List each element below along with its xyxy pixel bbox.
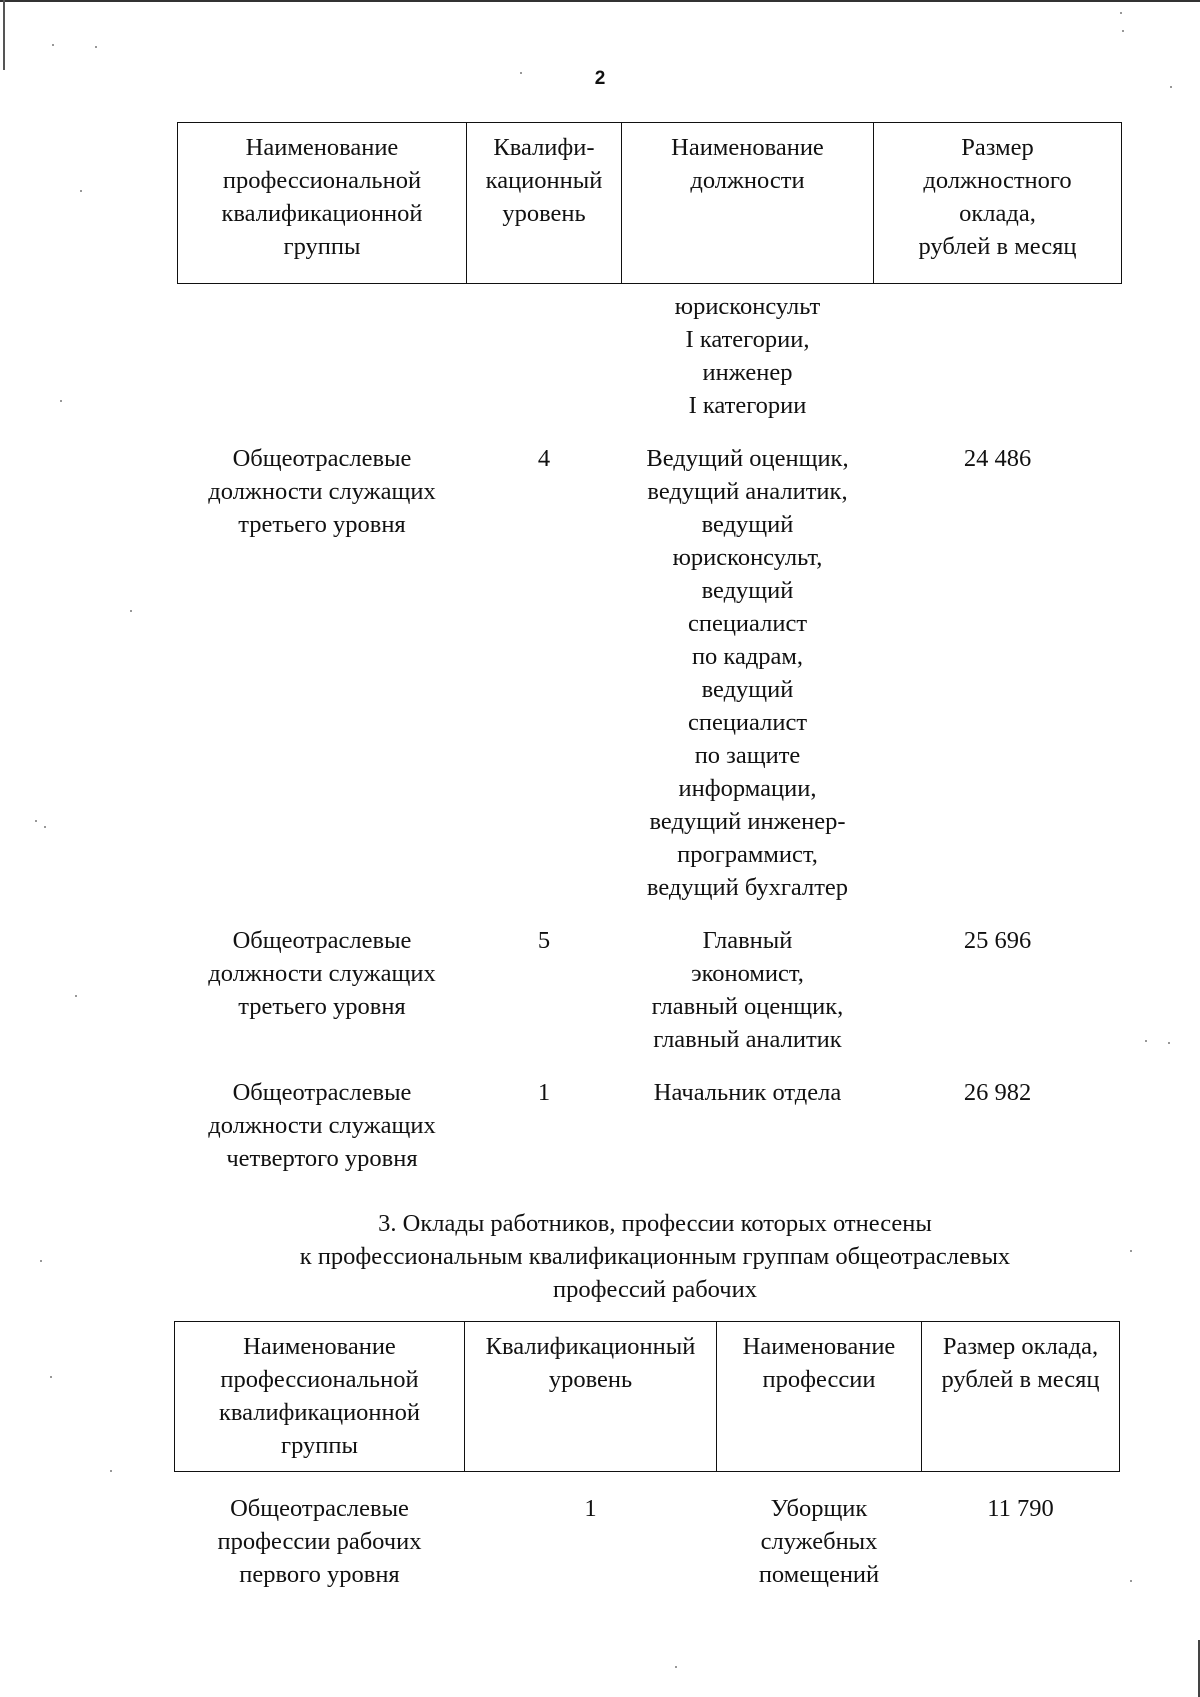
section-3-title: 3. Оклады работников, профессии которых отнесены к профессиональным квалификационным группам общеотраслевых профессий рабочих bbox=[299, 1210, 1011, 1303]
scan-speck bbox=[95, 46, 97, 48]
page-number: 2 bbox=[594, 68, 606, 89]
scan-speck bbox=[110, 1470, 112, 1472]
table-row bbox=[178, 1056, 1122, 1175]
scan-speck bbox=[1130, 1250, 1132, 1252]
scan-speck bbox=[80, 190, 82, 192]
scan-speck bbox=[1168, 1042, 1170, 1044]
scan-speck bbox=[1122, 30, 1124, 32]
table1-header-position: Наименование должности bbox=[622, 123, 874, 284]
salary-cell: 11 790 bbox=[987, 1495, 1054, 1522]
table-row-continuation bbox=[178, 284, 1122, 423]
group-cell: Общеотраслевые должности служащих третьего уровня bbox=[208, 445, 436, 538]
scan-speck bbox=[52, 44, 54, 46]
level-cell: 4 bbox=[537, 445, 551, 472]
scan-speck bbox=[675, 1666, 677, 1668]
salary-table-professions bbox=[174, 1321, 1120, 1591]
scan-speck bbox=[1130, 1580, 1132, 1582]
group-cell: Общеотраслевые профессии рабочих первого уровня bbox=[217, 1495, 422, 1588]
salary-cell: 26 982 bbox=[963, 1079, 1032, 1106]
continuation-position-cell: юрисконсульт I категории, инженер I категории bbox=[674, 293, 821, 419]
scan-speck bbox=[50, 1376, 52, 1378]
scan-border-top bbox=[0, 0, 1200, 2]
level-cell: 5 bbox=[537, 927, 551, 954]
table1-header-group: Наименование профессиональной квалификационной группы bbox=[178, 123, 467, 284]
position-cell: Ведущий оценщик, ведущий аналитик, ведущий юрисконсульт, ведущий специалист по кадрам, ведущий специалист по защите информации, ведущий инженер- программист, ведущий бухгалтер bbox=[646, 445, 849, 901]
position-cell: Главный экономист, главный оценщик, главный аналитик bbox=[651, 927, 844, 1053]
scan-speck bbox=[520, 72, 522, 74]
scan-speck bbox=[1145, 1040, 1147, 1042]
table2-header-group: Наименование профессиональной квалификационной группы bbox=[175, 1322, 465, 1472]
scan-speck bbox=[35, 820, 37, 822]
table1-header-level: Квалифи- кационный уровень bbox=[467, 123, 622, 284]
scan-speck bbox=[1120, 12, 1122, 14]
scan-speck bbox=[130, 610, 132, 612]
level-cell: 1 bbox=[537, 1079, 551, 1106]
salary-cell: 25 696 bbox=[963, 927, 1032, 954]
salary-cell: 24 486 bbox=[963, 445, 1032, 472]
scan-speck bbox=[75, 995, 77, 997]
scan-speck bbox=[40, 1260, 42, 1262]
table2-header-row bbox=[175, 1322, 1120, 1472]
scan-speck bbox=[60, 400, 62, 402]
scan-speck bbox=[1170, 86, 1172, 88]
scan-speck bbox=[44, 826, 46, 828]
group-cell: Общеотраслевые должности служащих третьего уровня bbox=[208, 927, 436, 1020]
table-row bbox=[178, 422, 1122, 904]
scan-border-left bbox=[3, 0, 5, 70]
table2-header-profession: Наименование профессии bbox=[717, 1322, 922, 1472]
table1-header-row bbox=[178, 123, 1122, 284]
table2-header-level: Квалификационный уровень bbox=[465, 1322, 717, 1472]
position-cell: Начальник отдела bbox=[653, 1079, 842, 1106]
table-row bbox=[175, 1472, 1120, 1592]
profession-cell: Уборщик служебных помещений bbox=[758, 1495, 880, 1588]
level-cell: 1 bbox=[584, 1495, 597, 1522]
table2-header-salary: Размер оклада, рублей в месяц bbox=[922, 1322, 1120, 1472]
salary-table-positions bbox=[177, 122, 1122, 1175]
table-row bbox=[178, 904, 1122, 1056]
group-cell: Общеотраслевые должности служащих четвертого уровня bbox=[208, 1079, 436, 1172]
table1-header-salary: Размер должностного оклада, рублей в месяц bbox=[874, 123, 1122, 284]
